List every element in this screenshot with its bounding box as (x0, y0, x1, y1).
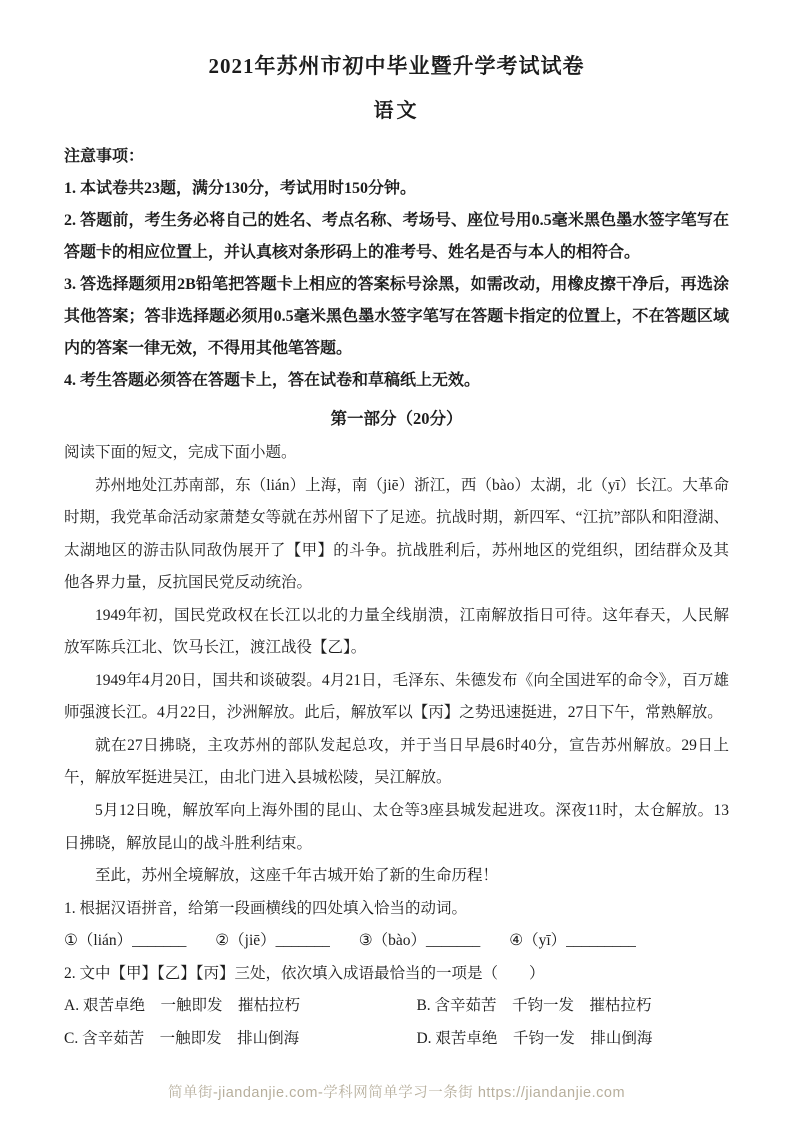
section-title: 第一部分（20分） (330, 409, 463, 428)
question-2-options (64, 990, 729, 1055)
blank-2: ②（jiē）_______ (215, 932, 330, 950)
notice-heading: 注意事项： (64, 148, 145, 165)
notice-item-1: 1. 本试卷共23题，满分130分，考试用时150分钟。 (64, 180, 417, 197)
blank-3: ③（bào）_______ (358, 932, 481, 950)
blank-4: ④（yī）_________ (509, 932, 636, 950)
reading-paragraph-4: 就在27日拂晓，主攻苏州的部队发起总攻，并于当日早晨6时40分，宣告苏州解放。29日上午，解放军挺进吴江，由北门进入县城松陵，吴江解放。 (64, 736, 729, 787)
option-a: A. 艰苦卓绝 一触即发 摧枯拉朽 (64, 997, 300, 1015)
notice-item-2: 2. 答题前，考生务必将自己的姓名、考点名称、考场号、座位号用0.5毫米黑色墨水签字笔写在答题卡的相应位置上，并认真核对条形码上的准考号、姓名是否与本人的相符合。 (64, 212, 729, 261)
notice-section (64, 141, 729, 397)
question-2-text: 2. 文中【甲】【乙】【丙】三处，依次填入成语最恰当的一项是（ ） (64, 964, 545, 982)
option-d: D. 艰苦卓绝 千钧一发 排山倒海 (416, 1029, 653, 1047)
option-b: B. 含辛茹苦 千钧一发 摧枯拉朽 (416, 997, 652, 1015)
reading-paragraph-5: 5月12日晚，解放军向上海外围的昆山、太仓等3座县城发起进攻。深夜11时，太仓解放。13日拂晓，解放昆山的战斗胜利结束。 (64, 802, 729, 852)
reading-paragraph-2: 1949年初，国民党政权在长江以北的力量全线崩溃，江南解放指日可待。这年春天，人民解放军陈兵江北、饮马长江，渡江战役【乙】。 (64, 606, 729, 657)
question-1-blanks (64, 925, 636, 958)
option-c: C. 含辛茹苦 一触即发 排山倒海 (64, 1029, 300, 1047)
reading-paragraph-3: 1949年4月20日，国共和谈破裂。4月21日，毛泽东、朱德发布《向全国进军的命令》，百万雄师强渡长江。4月22日，沙洲解放。此后，解放军以【丙】之势迅速挺进，27日下午，常熟解放。 (64, 671, 729, 722)
reading-paragraph-1: 苏州地处江苏南部，东（lián）上海，南（jiē）浙江，西（bào）太湖，北（yī）长江。大革命时期，我党革命活动家萧楚女等就在苏州留下了足迹。抗战时期，新四军、“江抗”部队和阳澄湖、太湖地区的游击队同敌伪展开了【甲】的斗争。抗战胜利后，苏州地区的党组织，团结群众及其他各界力量，反抗国民党反动统治。 (64, 476, 729, 592)
notice-item-3: 3. 答选择题须用2B铅笔把答题卡上相应的答案标号涂黑，如需改动，用橡皮擦干净后，再选涂其他答案；答非选择题必须用0.5毫米黑色墨水签字笔写在答题卡指定的位置上，不在答题区域内的答案一律无效，不得用其他笔答题。 (64, 276, 729, 357)
notice-item-4: 4. 考生答题必须答在答题卡上，答在试卷和草稿纸上无效。 (64, 372, 481, 389)
exam-title: 2021年苏州市初中毕业暨升学考试试卷 (208, 54, 585, 78)
footer-watermark: 简单街-jiandanjie.com-学科网简单学习一条街 https://jiandanjie.com (167, 1085, 626, 1101)
exam-subject: 语文 (373, 100, 420, 122)
blank-1: ①（lián）_______ (64, 932, 187, 950)
reading-paragraph-6: 至此，苏州全境解放，这座千年古城开始了新的生命历程！ (95, 867, 499, 885)
reading-intro: 阅读下面的短文，完成下面小题。 (64, 444, 297, 461)
question-1-text: 1. 根据汉语拼音，给第一段画横线的四处填入恰当的动词。 (64, 899, 468, 917)
reading-passage (64, 470, 729, 893)
